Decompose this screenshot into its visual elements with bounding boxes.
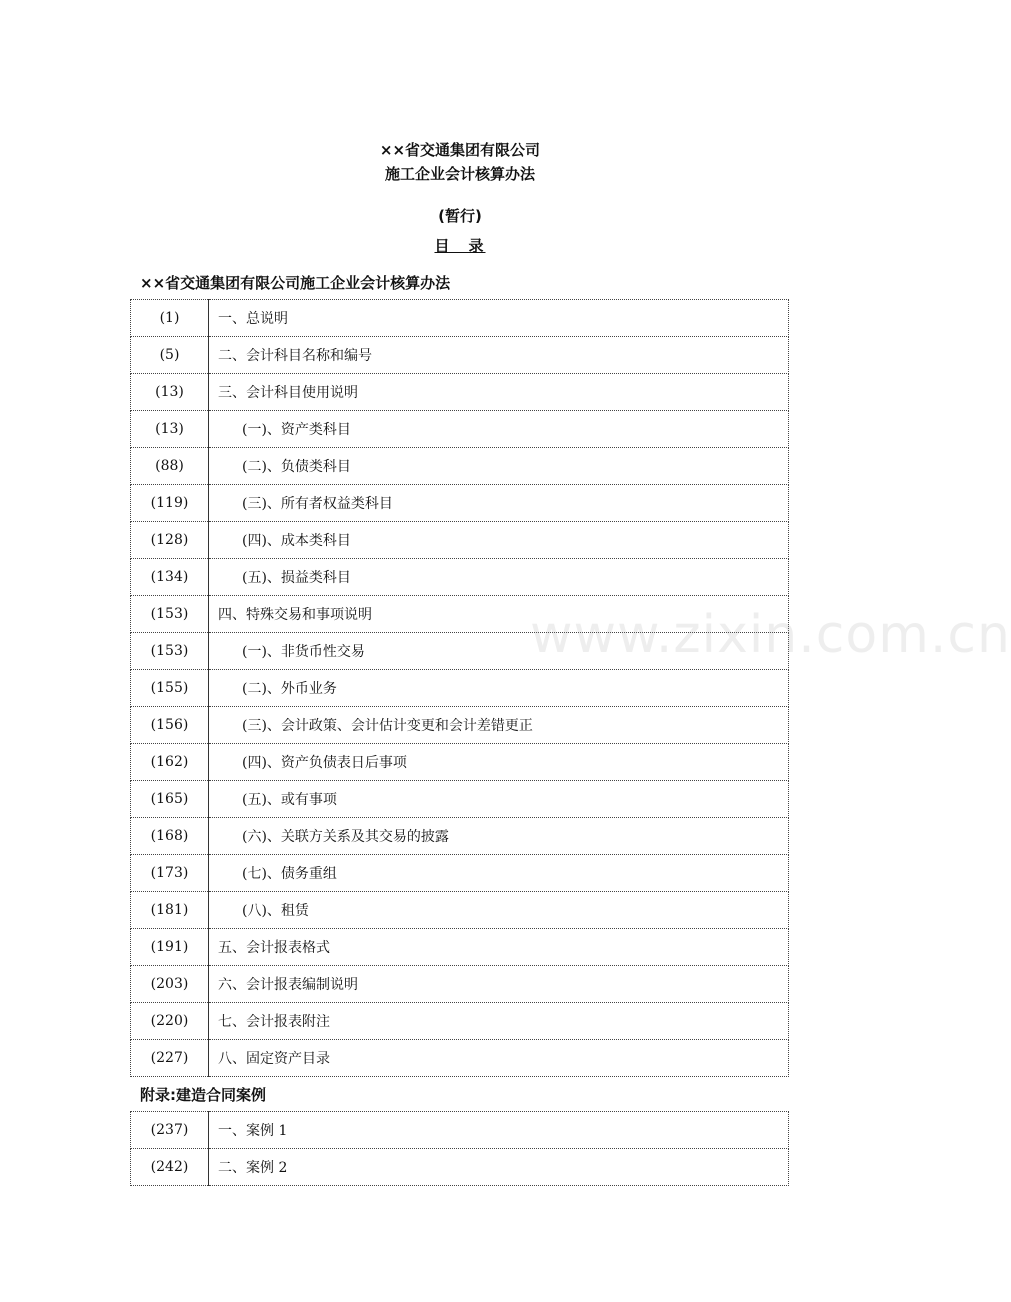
toc-entry-title: 二、会计科目名称和编号	[209, 337, 789, 374]
toc-page-number: (203)	[131, 966, 209, 1003]
toc-row[interactable]	[131, 633, 789, 670]
toc-entry-title: (三)、会计政策、会计估计变更和会计差错更正	[209, 707, 789, 744]
toc-table-main-body	[131, 300, 789, 1077]
toc-page-number: (153)	[131, 633, 209, 670]
toc-entry-title: (二)、负债类科目	[209, 448, 789, 485]
provisional-note: (暂行)	[438, 207, 482, 225]
main-section-title: ××省交通集团有限公司施工企业会计核算办法	[140, 274, 451, 292]
toc-page-number: (181)	[131, 892, 209, 929]
toc-entry-title: (三)、所有者权益类科目	[209, 485, 789, 522]
toc-page-number: (128)	[131, 522, 209, 559]
toc-entry-title: 二、案例 2	[209, 1149, 789, 1186]
toc-page-number: (88)	[131, 448, 209, 485]
toc-page-number: (162)	[131, 744, 209, 781]
toc-row[interactable]	[131, 1040, 789, 1077]
toc-row[interactable]	[131, 448, 789, 485]
toc-entry-title: (五)、或有事项	[209, 781, 789, 818]
toc-row[interactable]	[131, 818, 789, 855]
toc-row[interactable]	[131, 522, 789, 559]
toc-entry-title: (六)、关联方关系及其交易的披露	[209, 818, 789, 855]
toc-entry-title: 一、总说明	[209, 300, 789, 337]
toc-row[interactable]	[131, 337, 789, 374]
toc-row[interactable]	[131, 411, 789, 448]
toc-page-number: (173)	[131, 855, 209, 892]
toc-entry-title: 八、固定资产目录	[209, 1040, 789, 1077]
toc-row[interactable]	[131, 300, 789, 337]
toc-row[interactable]	[131, 1112, 789, 1149]
toc-row[interactable]	[131, 670, 789, 707]
toc-page-number: (13)	[131, 411, 209, 448]
toc-page-number: (134)	[131, 559, 209, 596]
toc-page-number: (220)	[131, 1003, 209, 1040]
toc-entry-title: (四)、资产负债表日后事项	[209, 744, 789, 781]
toc-row[interactable]	[131, 485, 789, 522]
toc-row[interactable]	[131, 707, 789, 744]
toc-page-number: (13)	[131, 374, 209, 411]
toc-entry-title: 六、会计报表编制说明	[209, 966, 789, 1003]
toc-entry-title: (五)、损益类科目	[209, 559, 789, 596]
toc-row[interactable]	[131, 781, 789, 818]
toc-row[interactable]	[131, 966, 789, 1003]
toc-row[interactable]	[131, 892, 789, 929]
toc-row[interactable]	[131, 596, 789, 633]
toc-entry-title: (八)、租赁	[209, 892, 789, 929]
toc-page-number: (191)	[131, 929, 209, 966]
toc-page-number: (5)	[131, 337, 209, 374]
toc-page-number: (156)	[131, 707, 209, 744]
toc-page-number: (155)	[131, 670, 209, 707]
watermark: www.zixin.com.cn	[530, 605, 1011, 665]
toc-page-number: (227)	[131, 1040, 209, 1077]
toc-row[interactable]	[131, 559, 789, 596]
toc-entry-title: (七)、债务重组	[209, 855, 789, 892]
toc-page-number: (165)	[131, 781, 209, 818]
toc-page-number: (237)	[131, 1112, 209, 1149]
toc-entry-title: (四)、成本类科目	[209, 522, 789, 559]
toc-row[interactable]	[131, 744, 789, 781]
toc-page-number: (168)	[131, 818, 209, 855]
toc-entry-title: (二)、外币业务	[209, 670, 789, 707]
toc-table-appendix-body	[131, 1112, 789, 1186]
toc-entry-title: 五、会计报表格式	[209, 929, 789, 966]
company-name: ××省交通集团有限公司	[379, 141, 541, 159]
toc-row[interactable]	[131, 855, 789, 892]
toc-table-main	[130, 299, 789, 1077]
toc-page-number: (1)	[131, 300, 209, 337]
toc-row[interactable]	[131, 374, 789, 411]
toc-table-appendix	[130, 1111, 789, 1186]
toc-row[interactable]	[131, 929, 789, 966]
toc-entry-title: (一)、非货币性交易	[209, 633, 789, 670]
toc-entry-title: 三、会计科目使用说明	[209, 374, 789, 411]
toc-heading: 目 录	[434, 237, 486, 255]
toc-row[interactable]	[131, 1003, 789, 1040]
toc-entry-title: 七、会计报表附注	[209, 1003, 789, 1040]
toc-page-number: (153)	[131, 596, 209, 633]
toc-page-number: (119)	[131, 485, 209, 522]
toc-row[interactable]	[131, 1149, 789, 1186]
toc-entry-title: 一、案例 1	[209, 1112, 789, 1149]
toc-page-number: (242)	[131, 1149, 209, 1186]
appendix-section-title: 附录:建造合同案例	[140, 1086, 266, 1104]
toc-entry-title: (一)、资产类科目	[209, 411, 789, 448]
toc-entry-title: 四、特殊交易和事项说明	[209, 596, 789, 633]
document-title: 施工企业会计核算办法	[384, 165, 535, 183]
